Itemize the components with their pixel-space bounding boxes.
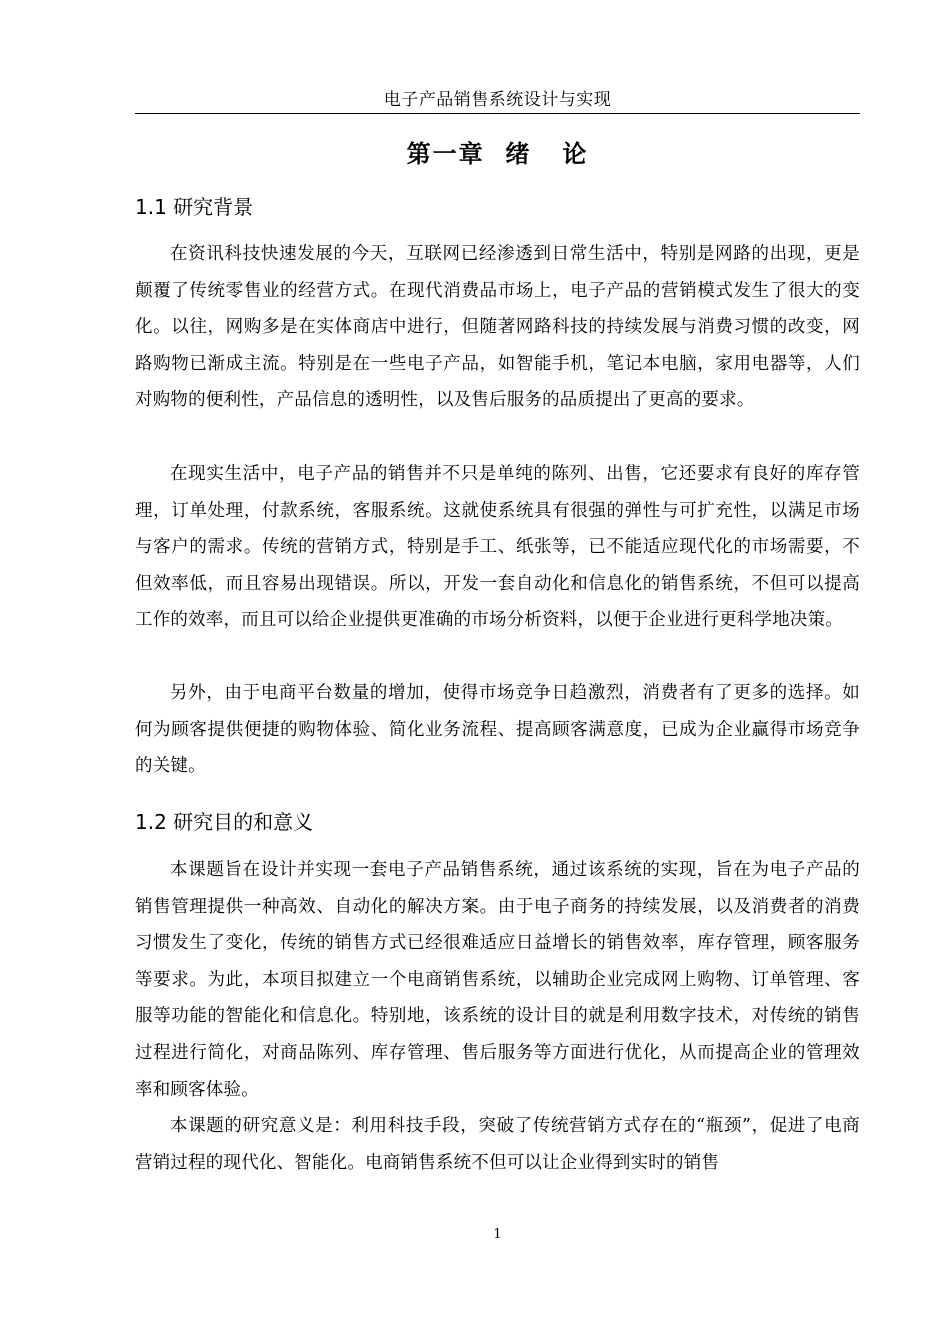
- paragraph: 另外，由于电商平台数量的增加，使得市场竞争日趋激烈，消费者有了更多的选择。如何为顾客提供便捷的购物体验、简化业务流程、提高顾客满意度，已成为企业赢得市场竞争的关键。: [135, 683, 860, 777]
- running-header-title: 电子产品销售系统设计与实现: [383, 90, 612, 110]
- section-heading-1-2: 1.2 研究目的和意义: [135, 810, 314, 834]
- paragraph: 在现实生活中，电子产品的销售并不只是单纯的陈列、出售，它还要求有良好的库存管理，订单处理，付款系统，客服系统。这就使系统具有很强的弹性与可扩充性，以满足市场与客户的需求。传统的营销方式，特别是手工、纸张等，已不能适应现代化的市场需要，不但效率低，而且容易出现错误。所以，开发一套自动化和信息化的销售系统，不但可以提高工作的效率，而且可以给企业提供更准确的市场分析资料，以便于企业进行更科学地决策。: [135, 464, 860, 631]
- header-divider: [135, 113, 860, 114]
- paragraph: 本课题旨在设计并实现一套电子产品销售系统，通过该系统的实现，旨在为电子产品的销售管理提供一种高效、自动化的解决方案。由于电子商务的持续发展，以及消费者的消费习惯发生了变化，传统的销售方式已经很难适应日益增长的销售效率，库存管理，顾客服务等要求。为此，本项目拟建立一个电商销售系统，以辅助企业完成网上购物、订单管理、客服等功能的智能化和信息化。特别地，该系统的设计目的就是利用数字技术，对传统的销售过程进行简化，对商品陈列、库存管理、售后服务等方面进行优化，从而提高企业的管理效率和顾客体验。: [135, 860, 860, 1100]
- section-heading-1-1: 1.1 研究背景: [135, 195, 254, 219]
- chapter-title: 第一章 绪 论: [406, 140, 589, 168]
- paragraph: 在资讯科技快速发展的今天，互联网已经渗透到日常生活中，特别是网路的出现，更是颠覆了传统零售业的经营方式。在现代消费品市场上，电子产品的营销模式发生了很大的变化。以往，网购多是在实体商店中进行，但随著网路科技的持续发展与消费习惯的改变，网路购物已渐成主流。特别是在一些电子产品，如智能手机，笔记本电脑，家用电器等，人们对购物的便利性，产品信息的透明性，以及售后服务的品质提出了更高的要求。: [135, 244, 860, 411]
- paragraph: 本课题的研究意义是：利用科技手段，突破了传统营销方式存在的“瓶颈”，促进了电商营销过程的现代化、智能化。电商销售系统不但可以让企业得到实时的销售: [135, 1116, 860, 1173]
- page-number: 1: [493, 1227, 502, 1242]
